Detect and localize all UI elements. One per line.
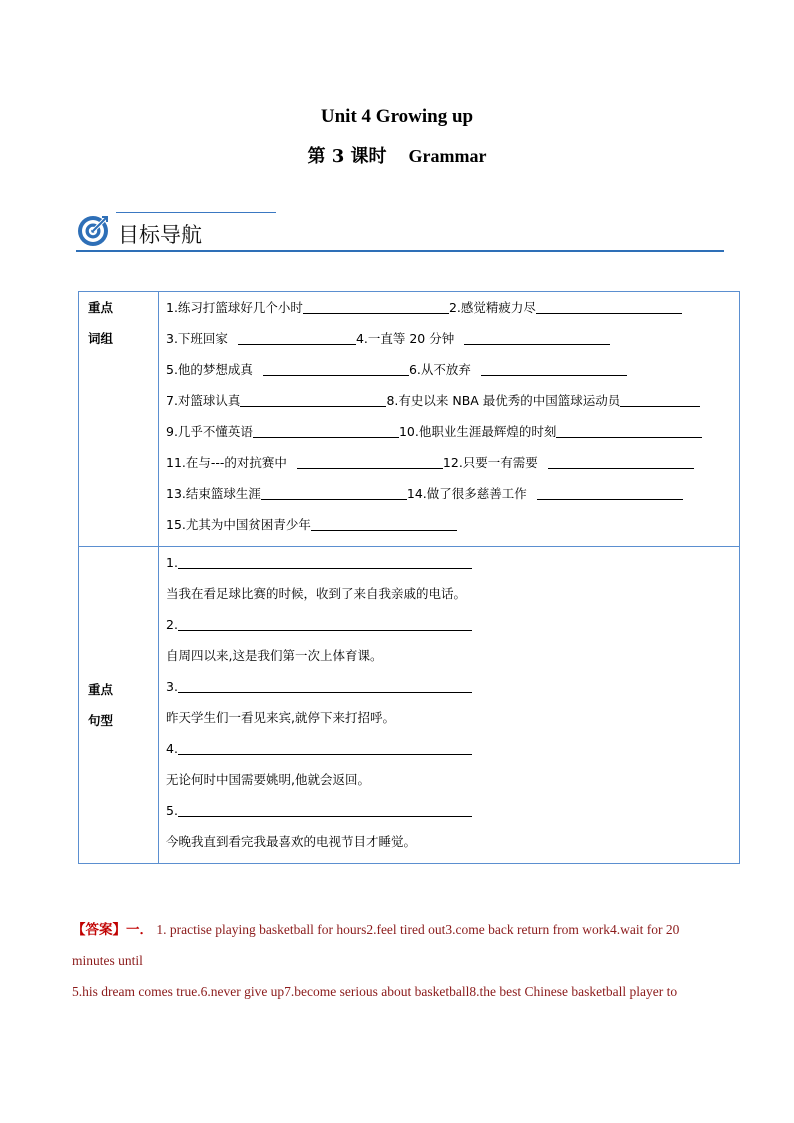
answer-blank[interactable]: [178, 616, 472, 631]
answer-blank[interactable]: [303, 299, 449, 314]
sentence-prompt: 无论何时中国需要姚明,他就会返回。: [166, 772, 370, 787]
vocab-item: 8.有史以来 NBA 最优秀的中国篮球运动员: [386, 393, 621, 408]
answer-blank[interactable]: [548, 454, 694, 469]
sentence-number: 4.: [166, 741, 178, 756]
sentence-blank-line: [159, 547, 739, 578]
vocab-item: 4.一直等 20 分钟: [355, 331, 455, 346]
answer-blank[interactable]: [263, 361, 409, 376]
answer-line: 5.his dream comes true.6.never give up7.become serious about basketball8.the best Chinese basketball player to: [72, 984, 678, 999]
sentence-blank-line: [159, 795, 739, 826]
answer-line: [72, 914, 724, 945]
lesson-topic: Grammar: [408, 146, 487, 166]
sentence-blank-line: [159, 671, 739, 702]
sentence-blank-line: [159, 733, 739, 764]
vocab-line: [159, 292, 739, 323]
vocab-line: [159, 509, 739, 540]
answer-blank[interactable]: [620, 392, 700, 407]
answer-blank[interactable]: [311, 516, 457, 531]
vocab-label-line1: 重点: [88, 300, 114, 315]
lesson-title: [0, 142, 794, 168]
answer-section-mark: 一．: [126, 922, 153, 937]
vocab-item: 2.感觉精疲力尽: [448, 300, 536, 315]
sentence-blank-line: [159, 609, 739, 640]
answer-blank[interactable]: [261, 485, 407, 500]
vocab-line: [159, 447, 739, 478]
answer-blank[interactable]: [238, 330, 356, 345]
section-divider: [76, 250, 724, 252]
answer-blank[interactable]: [297, 454, 443, 469]
answer-blank[interactable]: [556, 423, 702, 438]
answer-block: [72, 914, 724, 1007]
vocab-line: [159, 354, 739, 385]
vocab-item: 14.做了很多慈善工作: [406, 486, 527, 501]
vocab-item: 15.尤其为中国贫困青少年: [166, 517, 311, 532]
answer-blank[interactable]: [178, 740, 472, 755]
vocab-item: 5.他的梦想成真: [166, 362, 253, 377]
vocab-item: 10.他职业生涯最辉煌的时刻: [398, 424, 557, 439]
vocab-item: 13.结束篮球生涯: [166, 486, 261, 501]
answer-text: 1. practise playing basketball for hours2.feel tired out3.come back return from work4.wait for 20: [153, 922, 680, 937]
vocab-label-line2: 词组: [88, 331, 114, 346]
section-overline: [116, 212, 276, 213]
sentence-number: 1.: [166, 555, 178, 570]
sentence-label-line2: 句型: [88, 713, 114, 728]
vocab-label-cell: [79, 292, 159, 547]
answer-line: minutes until: [72, 953, 143, 968]
answer-blank[interactable]: [178, 802, 472, 817]
target-icon: [76, 214, 110, 248]
vocab-item: 11.在与---的对抗赛中: [166, 455, 287, 470]
sentence-label-line1: 重点: [88, 682, 114, 697]
vocab-item: 12.只要一有需要: [442, 455, 538, 470]
sentence-prompt: 当我在看足球比赛的时候，收到了来自我亲戚的电话。: [166, 586, 467, 601]
answer-blank[interactable]: [253, 423, 399, 438]
section-header: [76, 212, 724, 254]
vocab-content-cell: [159, 292, 740, 547]
sentence-number: 2.: [166, 617, 178, 632]
sentence-number: 5.: [166, 803, 178, 818]
unit-title: Unit 4 Growing up: [320, 106, 474, 127]
sentence-label-cell: [79, 547, 159, 864]
vocab-row: [79, 292, 740, 547]
answer-blank[interactable]: [537, 485, 683, 500]
vocab-item: 3.下班回家: [166, 331, 228, 346]
answer-blank[interactable]: [481, 361, 627, 376]
vocab-line: [159, 478, 739, 509]
sentence-number: 3.: [166, 679, 178, 694]
section-title: 目标导航: [118, 223, 202, 247]
answer-blank[interactable]: [178, 678, 472, 693]
vocab-item: 6.从不放弃: [408, 362, 471, 377]
sentence-prompt: 今晚我直到看完我最喜欢的电视节目才睡觉。: [166, 834, 417, 849]
vocab-item: 7.对篮球认真: [166, 393, 241, 408]
vocab-line: [159, 385, 739, 416]
vocab-line: [159, 323, 739, 354]
sentence-prompt: 昨天学生们一看见来宾,就停下来打招呼。: [166, 710, 395, 725]
sentence-row: [79, 547, 740, 864]
lesson-number: 第 3 课时: [307, 146, 387, 167]
answer-blank[interactable]: [178, 554, 472, 569]
answer-blank[interactable]: [536, 299, 682, 314]
vocab-line: [159, 416, 739, 447]
answer-blank[interactable]: [464, 330, 610, 345]
answer-blank[interactable]: [240, 392, 386, 407]
goals-table: [78, 291, 740, 864]
answer-tag: 【答案】: [72, 922, 126, 937]
sentence-prompt: 自周四以来,这是我们第一次上体育课。: [166, 648, 383, 663]
sentence-content-cell: [159, 547, 740, 864]
vocab-item: 1.练习打篮球好几个小时: [166, 300, 303, 315]
vocab-item: 9.几乎不懂英语: [166, 424, 253, 439]
